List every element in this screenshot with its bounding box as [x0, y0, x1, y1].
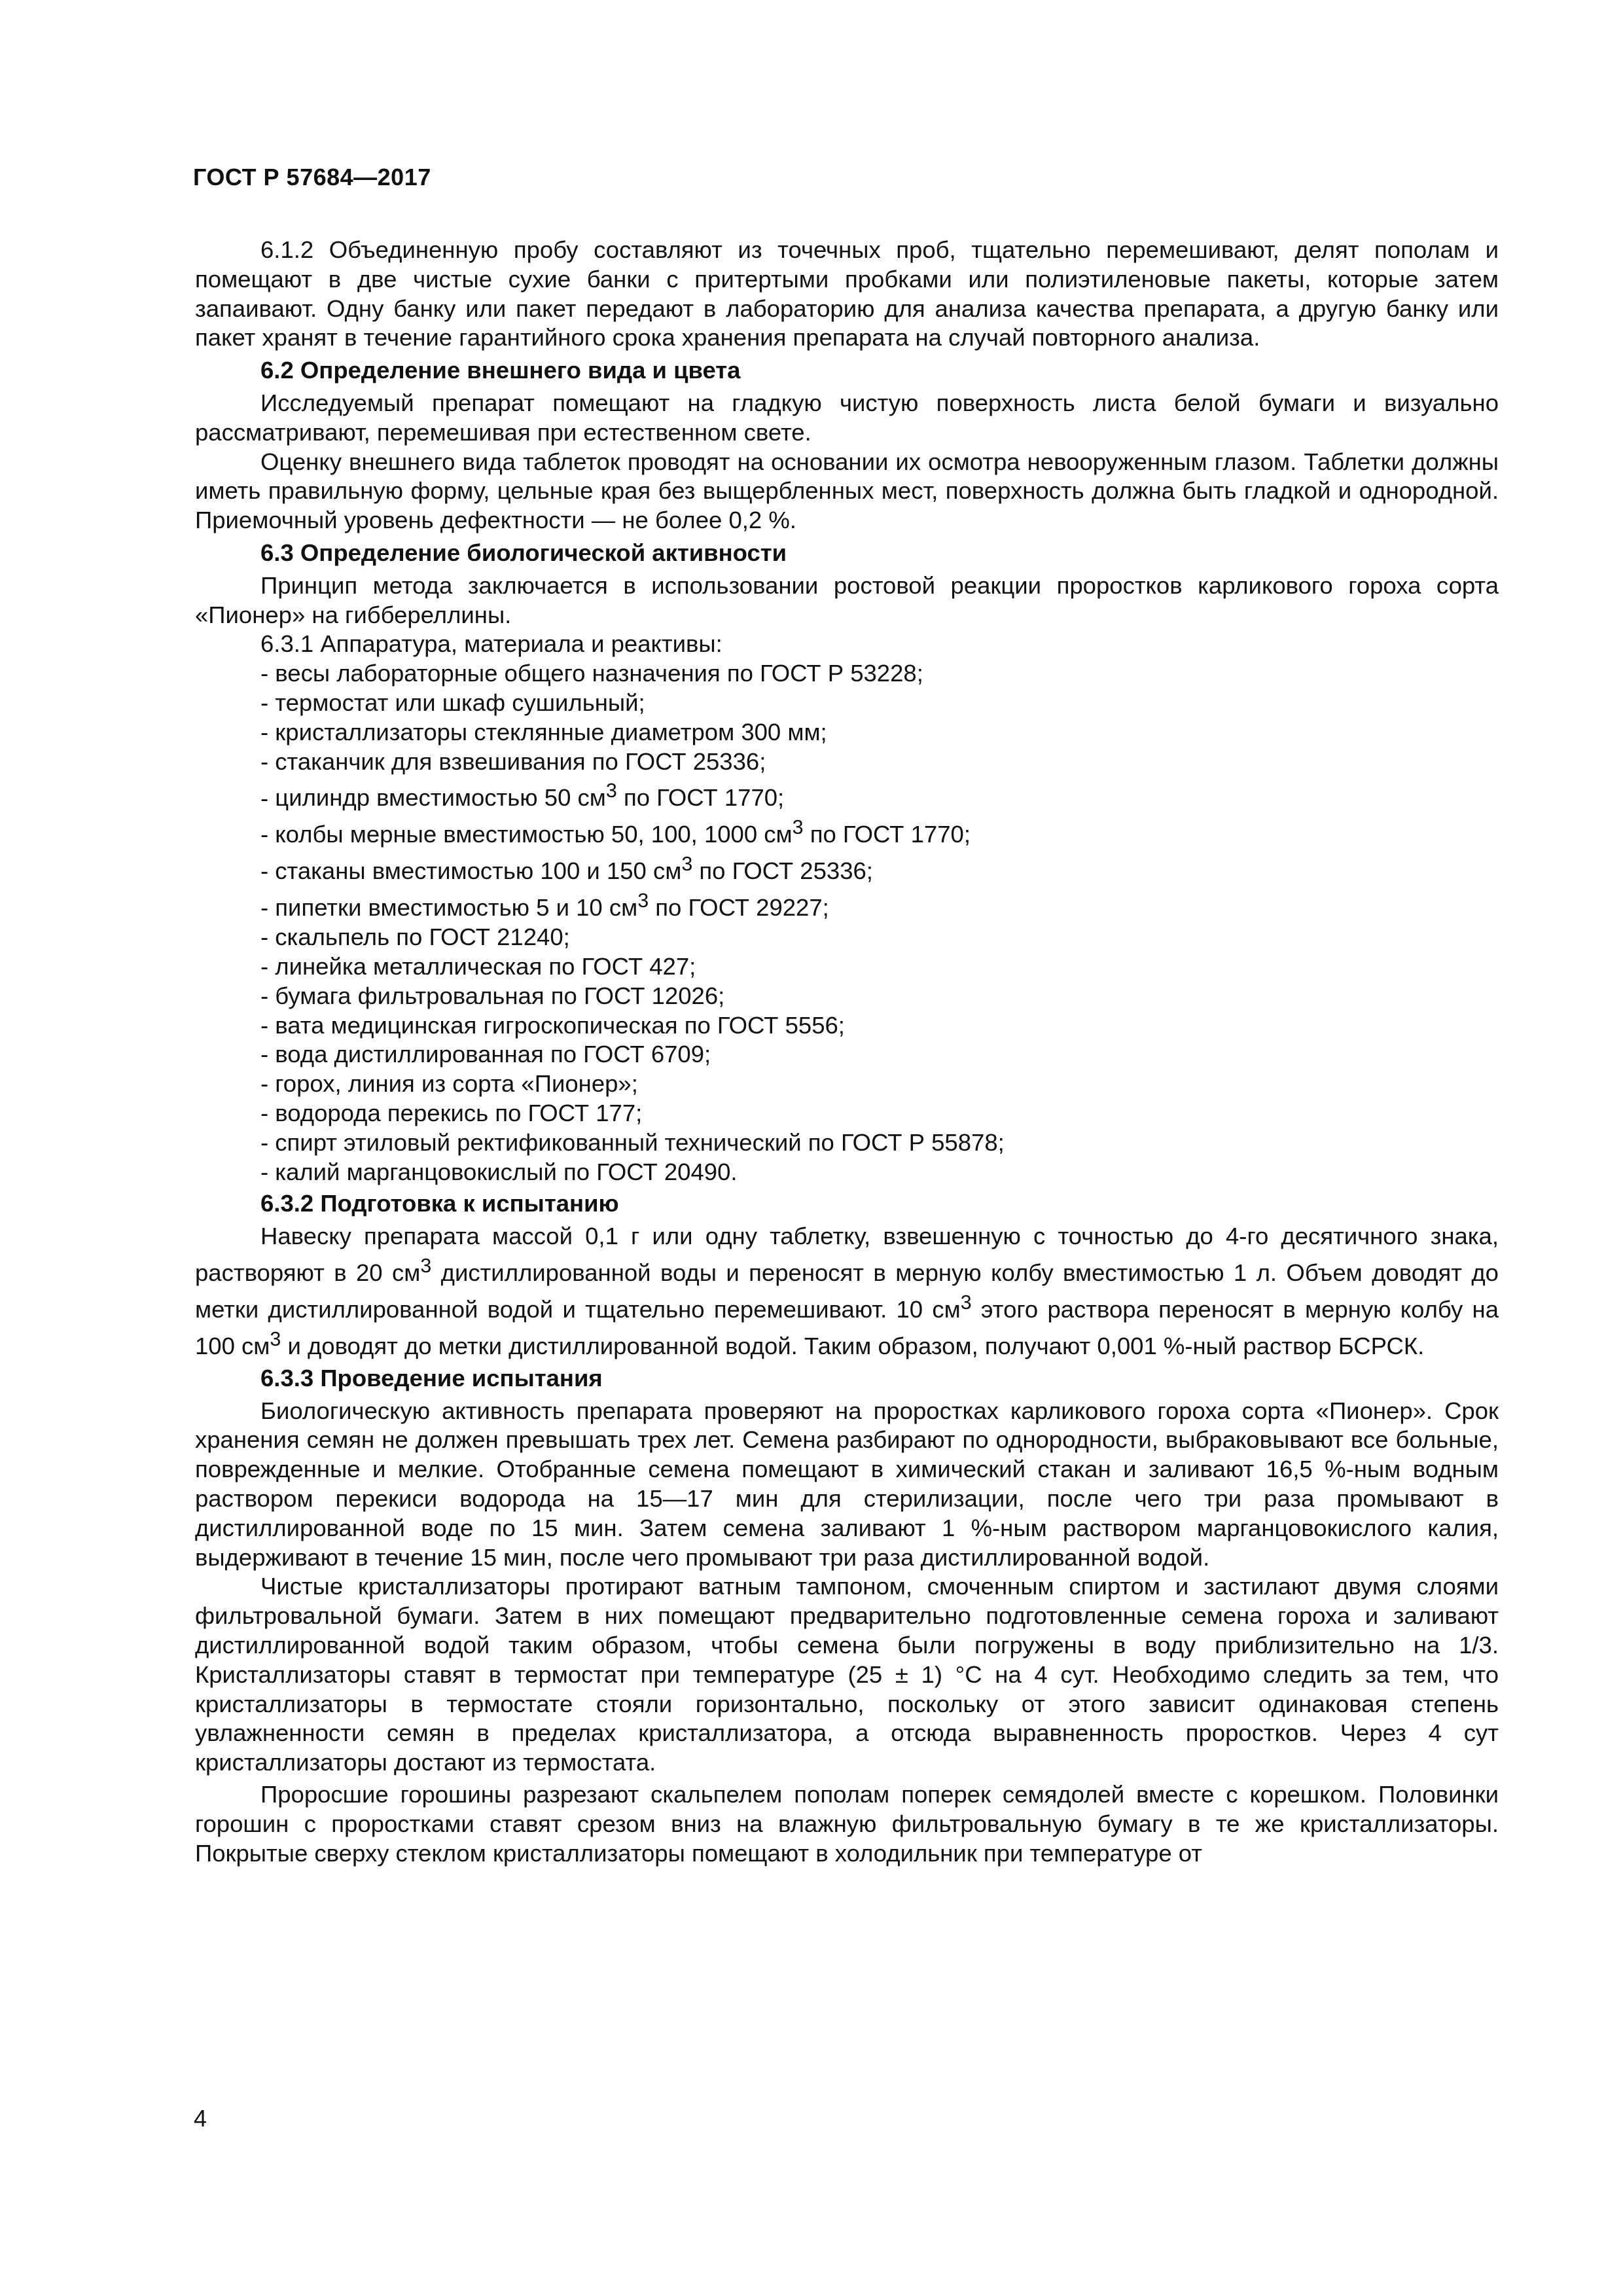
paragraph-6-3-3-crystallizers: Чистые кристаллизаторы протирают ватным тампоном, смоченным спиртом и застилают двумя слоями фильтровальной бумаги. Затем в них помещают предварительно подготовленные семена гороха и заливают дистиллированной водой таким образом, чтобы семена были погружены в воду приблизительно на 1/3. Кристаллизаторы ставят в термостат при температуре (25 ± 1) °С на 4 сут. Необходимо следить за тем, что кристаллизаторы в термостате стояли горизонтально, поскольку от этого зависит одинаковая степень увлажненности семян в пределах кристаллизатора, а отсюда выравненность проростков. Через 4 сут кристаллизаторы достают из термостата.: [195, 1573, 1499, 1776]
list-item: - линейка металлическая по ГОСТ 427;: [260, 952, 1499, 982]
list-item-text: по ГОСТ 1770;: [803, 821, 971, 848]
list-item-text: по ГОСТ 25336;: [692, 857, 873, 885]
list-item-text: цилиндр вместимостью 50 см: [275, 784, 606, 812]
heading-6-2: 6.2 Определение внешнего вида и цвета: [260, 357, 741, 384]
superscript: 3: [270, 1327, 281, 1350]
list-item: - термостат или шкаф сушильный;: [260, 689, 1499, 718]
document-id-header: ГОСТ Р 57684—2017: [193, 164, 431, 190]
superscript: 3: [637, 889, 649, 912]
list-item-text: пипетки вместимостью 5 и 10 см: [275, 894, 638, 922]
list-item: - водорода перекись по ГОСТ 177;: [260, 1099, 1499, 1128]
paragraph-6-2-tablets: Оценку внешнего вида таблеток проводят на основании их осмотра невооруженным глазом. Таблетки должны иметь правильную форму, цельные края без выщербленных мест, поверхность должна быть гладкой и однородной. Приемочный уровень дефектности — не более 0,2 %.: [195, 448, 1499, 534]
superscript: 3: [605, 780, 617, 802]
list-item: - бумага фильтровальная по ГОСТ 12026;: [260, 982, 1499, 1011]
heading-6-3-2: 6.3.2 Подготовка к испытанию: [260, 1190, 619, 1217]
list-item: - калий марганцовокислый по ГОСТ 20490.: [260, 1158, 1499, 1187]
superscript: 3: [960, 1291, 972, 1314]
heading-6-3: 6.3 Определение биологической активности: [260, 539, 787, 566]
list-item-text: колбы мерные вместимостью 50, 100, 1000 см: [275, 821, 793, 848]
equipment-list: [195, 659, 1499, 1187]
paragraph-6-3-2-preparation: [195, 1222, 1499, 1361]
list-item: [260, 850, 1499, 886]
list-item: - горох, линия из сорта «Пионер»;: [260, 1069, 1499, 1099]
page-number: 4: [194, 2105, 207, 2132]
text-fragment: и доводят до метки дистиллированной водой. Таким образом, получают 0,001 %-ный раствор БСРСК.: [281, 1332, 1425, 1359]
list-item: - кристаллизаторы стеклянные диаметром 300 мм;: [260, 718, 1499, 747]
list-item-text: по ГОСТ 1770;: [616, 784, 785, 812]
list-item: - вода дистиллированная по ГОСТ 6709;: [260, 1040, 1499, 1069]
list-item-text: по ГОСТ 29227;: [649, 894, 829, 922]
text-fragment: дистиллированной воды и переносят в мерную колбу вместимостью 1 л. Объем доводят до метки дистиллированной водой и тщательно перемешивают. 10 см: [195, 1259, 1499, 1323]
text-fragment: Навеску препарата массой 0,1 г или одну таблетку, взвешенную с точностью до 4-го десятичного знака, растворяют в 20 см: [195, 1223, 1499, 1287]
list-item: - вата медицинская гигроскопическая по ГОСТ 5556;: [260, 1011, 1499, 1041]
list-item: - весы лабораторные общего назначения по ГОСТ Р 53228;: [260, 659, 1499, 689]
list-item: - скальпель по ГОСТ 21240;: [260, 923, 1499, 952]
list-item: [260, 886, 1499, 923]
page-body: [195, 236, 1499, 1868]
paragraph-6-3-3-cutting: Проросшие горошины разрезают скальпелем пополам поперек семядолей вместе с корешком. Половинки горошин с проростками ставят срезом вниз на влажную фильтровальную бумагу в те же кристаллизаторы. Покрытые сверху стеклом кристаллизаторы помещают в холодильник при температуре от: [195, 1780, 1499, 1867]
paragraph-6-1-2: 6.1.2 Объединенную пробу составляют из точечных проб, тщательно перемешивают, делят пополам и помещают в две чистые сухие банки с притертыми пробками или полиэтиленовые пакеты, которые затем запаивают. Одну банку или пакет передают в лабораторию для анализа качества препарата, а другую банку или пакет хранят в течение гарантийного срока хранения препарата на случай повторного анализа.: [195, 236, 1499, 351]
paragraph-6-2-appearance: Исследуемый препарат помещают на гладкую чистую поверхность листа белой бумаги и визуально рассматривают, перемешивая при естественном свете.: [195, 389, 1499, 446]
list-item: [260, 813, 1499, 850]
heading-6-3-1: 6.3.1 Аппаратура, материала и реактивы:: [260, 630, 722, 658]
list-item: - стаканчик для взвешивания по ГОСТ 25336;: [260, 747, 1499, 777]
paragraph-6-3-3-seeds: Биологическую активность препарата проверяют на проростках карликового гороха сорта «Пионер». Срок хранения семян не должен превышать трех лет. Семена разбирают по однородности, выбраковывают все больные, поврежденные и мелкие. Отобранные семена помещают в химический стакан и заливают 16,5 %-ным водным раствором перекиси водорода на 15—17 мин для стерилизации, после чего три раза промывают в дистиллированной воде по 15 мин. Затем семена заливают 1 %-ным раствором марганцовокислого калия, выдерживают в течение 15 мин, после чего промывают три раза дистиллированной водой.: [195, 1397, 1499, 1571]
paragraph-6-3-principle: Принцип метода заключается в использовании ростовой реакции проростков карликового гороха сорта «Пионер» на гиббереллины.: [195, 571, 1499, 628]
superscript: 3: [792, 816, 804, 839]
heading-6-3-3: 6.3.3 Проведение испытания: [260, 1364, 603, 1391]
list-item: - спирт этиловый ректификованный технический по ГОСТ Р 55878;: [260, 1128, 1499, 1158]
text-fragment: этого раствора переносят в мерную колбу на 100 см: [195, 1296, 1499, 1359]
superscript: 3: [681, 853, 693, 876]
superscript: 3: [420, 1254, 432, 1277]
list-item: [260, 776, 1499, 813]
list-item-text: стаканы вместимостью 100 и 150 см: [275, 857, 682, 885]
